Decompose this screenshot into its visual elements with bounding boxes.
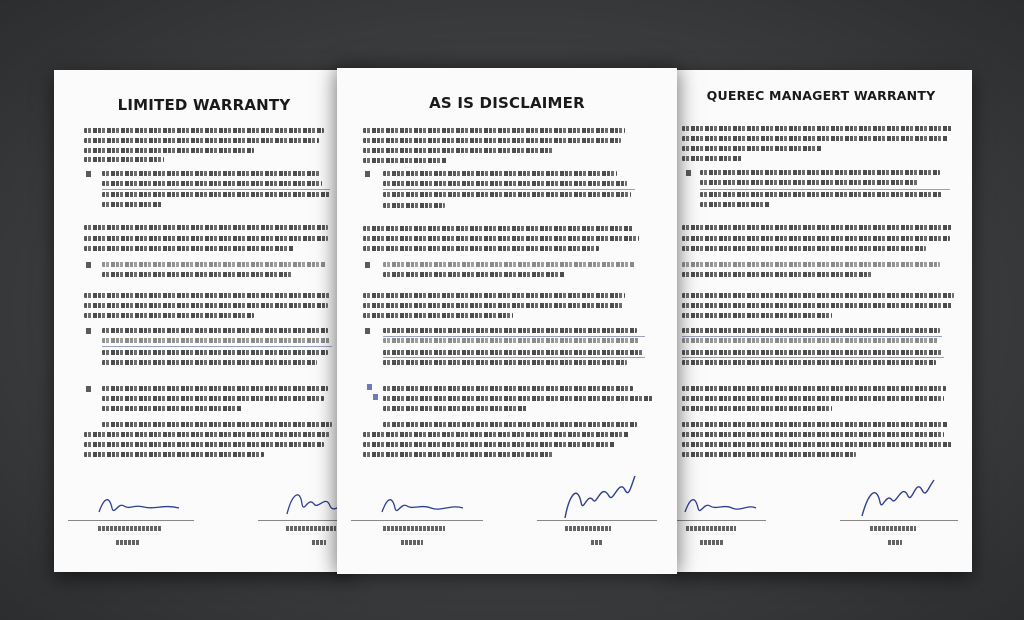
document-title: AS IS DISCLAIMER xyxy=(429,94,585,112)
signature-line xyxy=(537,520,657,521)
document-sheet-managed-warranty xyxy=(670,70,972,572)
signature-caption xyxy=(98,526,162,531)
document-sheet-as-is-disclaimer xyxy=(337,68,677,574)
signature-scribble-icon xyxy=(856,474,936,520)
signature-caption xyxy=(686,526,736,531)
document-sheet-limited-warranty xyxy=(54,70,354,572)
signature-caption xyxy=(401,540,423,545)
document-title: QUEREC MANAGERT WARRANTY xyxy=(706,88,936,103)
signature-scribble-icon xyxy=(557,472,637,522)
signature-line xyxy=(840,520,958,521)
signature-caption xyxy=(116,540,140,545)
signature-caption xyxy=(312,540,326,545)
signature-caption xyxy=(565,526,611,531)
signature-line xyxy=(670,520,766,521)
signature-caption xyxy=(383,526,445,531)
signature-caption xyxy=(700,540,724,545)
signature-caption xyxy=(591,540,603,545)
signature-scribble-icon xyxy=(377,490,467,520)
signature-scribble-icon xyxy=(680,490,760,520)
signature-caption xyxy=(888,540,902,545)
signature-caption xyxy=(870,526,916,531)
signature-line xyxy=(351,520,483,521)
signature-line xyxy=(68,520,194,521)
document-title: LIMITED WARRANTY xyxy=(117,96,291,114)
signature-scribble-icon xyxy=(94,490,184,520)
signature-caption xyxy=(286,526,336,531)
